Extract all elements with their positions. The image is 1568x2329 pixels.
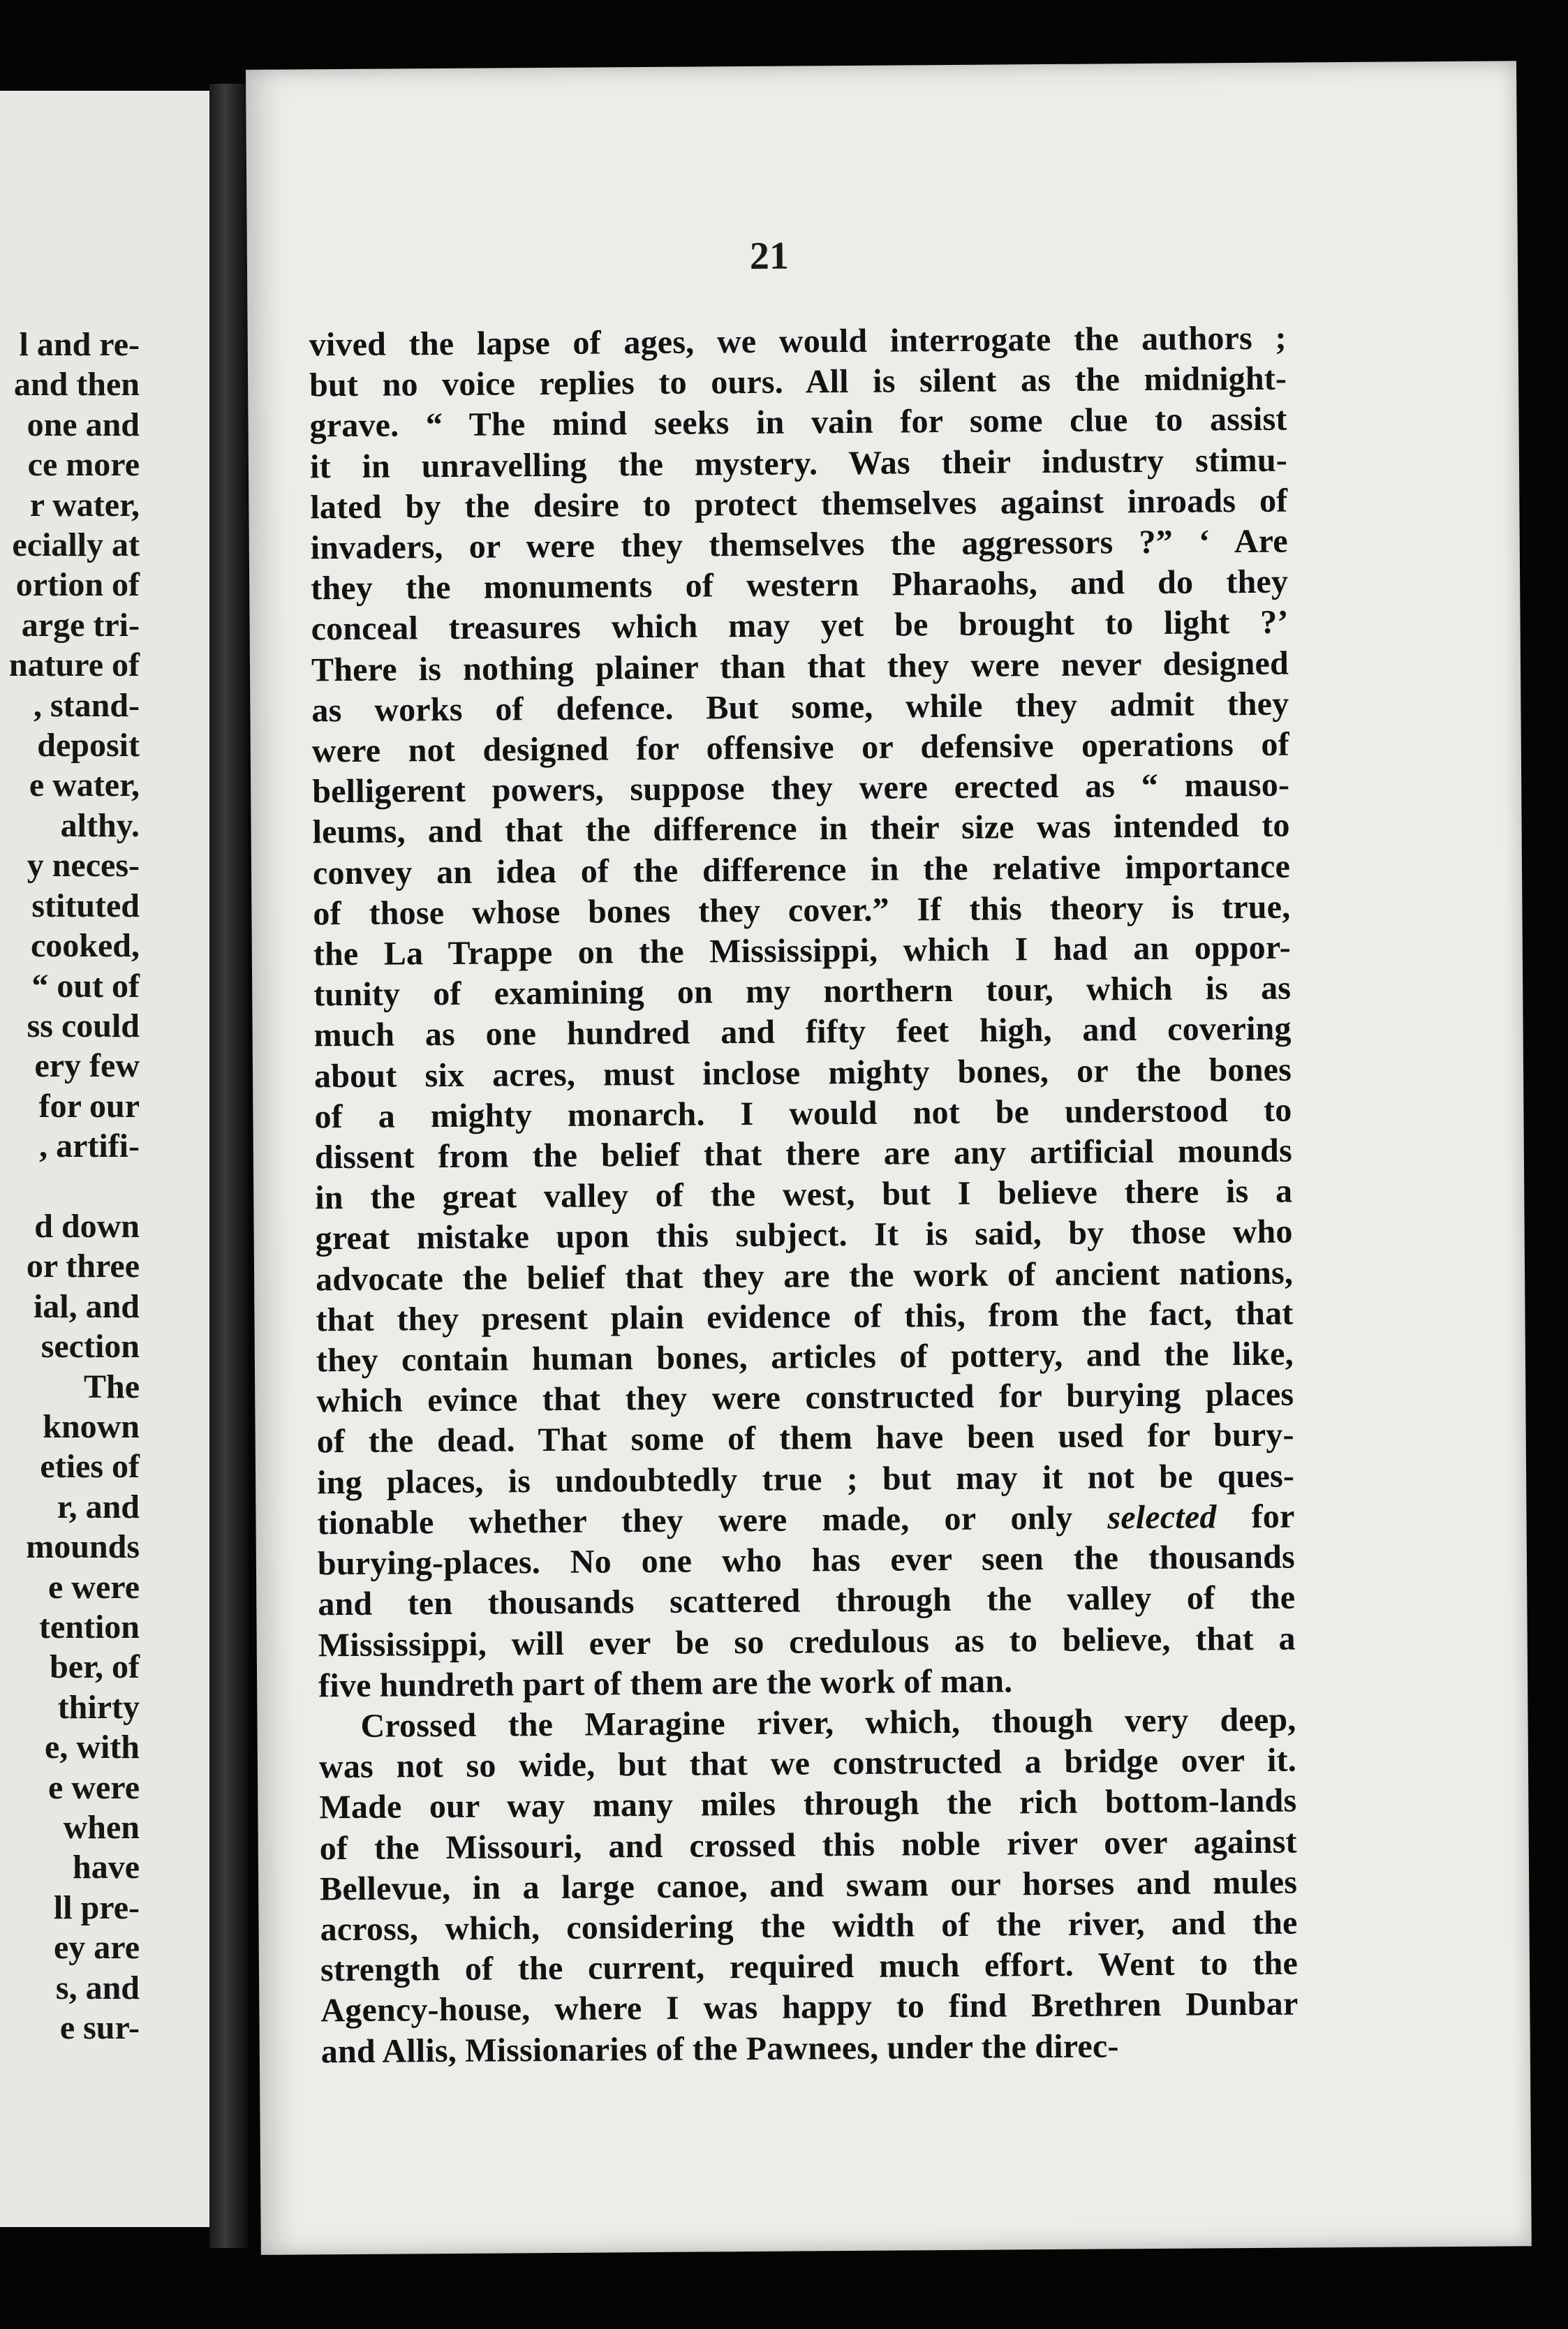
text-line: it in unravelling the mystery. Was their industry stimu- (309, 441, 1288, 485)
text-line: advocate the belief that they are the work of ancient nations, (315, 1254, 1294, 1299)
left-page-line: or three (26, 1248, 140, 1285)
left-page-line (0, 1167, 140, 1206)
text-line: Bellevue, in a large canoe, and swam our horses and mules (320, 1863, 1298, 1908)
left-page-line: e were (47, 1568, 140, 1606)
left-page-line: ial, and (33, 1287, 140, 1325)
left-page-line: l and re- (19, 326, 140, 363)
text-line: tionable whether they were made, or only selected for (317, 1498, 1295, 1542)
text-line: There is nothing plainer than that they were never designed (311, 644, 1289, 688)
left-page-line: stituted (31, 887, 140, 924)
text-line: convey an idea of the difference in the relative importance (312, 848, 1291, 892)
left-page-line: ber, of (50, 1648, 140, 1686)
left-page-line: when (63, 1809, 140, 1847)
text-line: dissent from the belief that there are any artificial mounds (314, 1132, 1293, 1176)
text-line: across, which, considering the width of the river, and the (320, 1904, 1298, 1949)
left-page-fragment (0, 91, 218, 2227)
text-line: in the great valley of the west, but I believe there is a (315, 1172, 1293, 1217)
text-line: burying-places. No one who has ever seen the thousands (317, 1538, 1296, 1583)
text-line: of those whose bones they cover.” If this theory is true, (313, 888, 1291, 933)
left-page-line: known (43, 1407, 140, 1445)
page-number: 21 (749, 234, 790, 278)
left-page-line: deposit (37, 727, 140, 764)
left-page-line: thirty (57, 1688, 140, 1726)
left-page-line: ortion of (15, 566, 140, 604)
paragraph-1 (309, 318, 1296, 1707)
text-line: which evince that they were constructed for burying places (316, 1375, 1294, 1420)
text-line: and Allis, Missionaries of the Pawnees, under the direc- (320, 2027, 1119, 2070)
text-line: of the dead. That some of them have been used for bury- (316, 1417, 1294, 1461)
text-line: belligerent powers, suppose they were erected as “ mauso- (312, 766, 1290, 811)
book-gutter (209, 84, 249, 2248)
left-page-line: e were (47, 1768, 140, 1806)
paragraph-2 (318, 1699, 1299, 2072)
left-page-line: eties of (40, 1448, 140, 1486)
text-line: strength of the current, required much effort. Went to the (320, 1944, 1299, 1989)
left-page-line: r water, (29, 486, 140, 524)
text-line: were not designed for offensive or defensive operations of (311, 725, 1289, 770)
text-line: great mistake upon this subject. It is said, by those who (315, 1213, 1293, 1257)
left-page-line: , stand- (33, 686, 140, 724)
left-page-line: arge tri- (21, 606, 140, 644)
text-line: ing places, is undoubtedly true ; but may it not be ques- (316, 1457, 1295, 1502)
left-page-line: e water, (29, 767, 140, 804)
left-page-line: cooked, (31, 927, 140, 965)
left-page-line: mounds (26, 1528, 140, 1566)
right-page (246, 61, 1532, 2255)
text-line: but no voice replies to ours. All is silent as the midnight- (309, 360, 1287, 404)
left-page-line: one and (27, 406, 140, 443)
body-text (309, 318, 1299, 2072)
text-line: they the monuments of western Pharaohs, and do they (311, 563, 1289, 607)
text-line: they contain human bones, articles of pottery, and the like, (316, 1335, 1294, 1380)
text-line: much as one hundred and fifty feet high, and covering (313, 1010, 1292, 1054)
left-page-line: ey are (53, 1929, 140, 1967)
left-page-line: The (83, 1368, 140, 1405)
left-page-line: “ out of (31, 967, 140, 1005)
text-line: grave. “ The mind seeks in vain for some clue to assist (309, 401, 1287, 445)
text-line: leums, and that the difference in their size was intended to (312, 807, 1290, 851)
left-page-line: tention (39, 1609, 140, 1646)
text-line: the La Trappe on the Mississippi, which I had an oppor- (313, 929, 1291, 973)
text-line: and ten thousands scattered through the valley of the (318, 1578, 1296, 1623)
text-line: five hundreth part of them are the work of man. (318, 1662, 1013, 1705)
left-page-line: althy. (60, 806, 140, 844)
left-page-line: r, and (57, 1488, 140, 1525)
left-page-line: ce more (27, 446, 140, 484)
text-line: about six acres, must inclose mighty bones, or the bones (313, 1051, 1292, 1095)
left-page-line: e, with (45, 1729, 140, 1766)
left-page-line: ss could (27, 1007, 140, 1044)
text-line: was not so wide, but that we constructed a bridge over it. (318, 1741, 1297, 1786)
left-page-line: nature of (8, 646, 140, 684)
left-page-line: e sur- (59, 2009, 140, 2047)
left-page-line: s, and (55, 1969, 140, 2006)
left-page-line: have (73, 1849, 140, 1886)
left-page-line: d down (34, 1207, 140, 1245)
text-line: invaders, or were they themselves the aggressors ?” ‘ Are (310, 522, 1288, 567)
italic-word: selected (1107, 1498, 1217, 1537)
left-page-line: ery few (34, 1047, 140, 1085)
text-line: conceal treasures which may yet be brought to light ?’ (311, 604, 1289, 648)
left-page-line: ecially at (12, 526, 140, 564)
text-line: lated by the desire to protect themselves against inroads of (310, 482, 1288, 526)
left-page-line: and then (13, 366, 140, 404)
text-line: that they present plain evidence of this, from the fact, that (316, 1294, 1294, 1339)
text-line: vived the lapse of ages, we would interrogate the authors ; (309, 319, 1287, 364)
left-page-line: for our (38, 1087, 140, 1125)
left-page-line: , artifi- (39, 1127, 140, 1165)
text-line: Mississippi, will ever be so credulous as to believe, that a (318, 1620, 1296, 1664)
left-page-line: y neces- (27, 847, 140, 885)
text-line: Agency-house, where I was happy to find Brethren Dunbar (320, 1985, 1299, 2029)
text-line: Crossed the Maragine river, which, though very deep, (360, 1701, 1296, 1745)
text-line: Made our way many miles through the rich bottom-lands (319, 1782, 1297, 1826)
text-line: of a mighty monarch. I would not be understood to (314, 1091, 1292, 1136)
left-page-text (0, 325, 140, 2048)
text-line: as works of defence. But some, while they admit they (311, 685, 1289, 730)
left-page-line: section (40, 1328, 140, 1366)
text-line: tunity of examining on my northern tour, which is as (313, 969, 1292, 1014)
left-page-line: ll pre- (53, 1888, 140, 1926)
text-line: of the Missouri, and crossed this noble river over against (319, 1823, 1297, 1867)
